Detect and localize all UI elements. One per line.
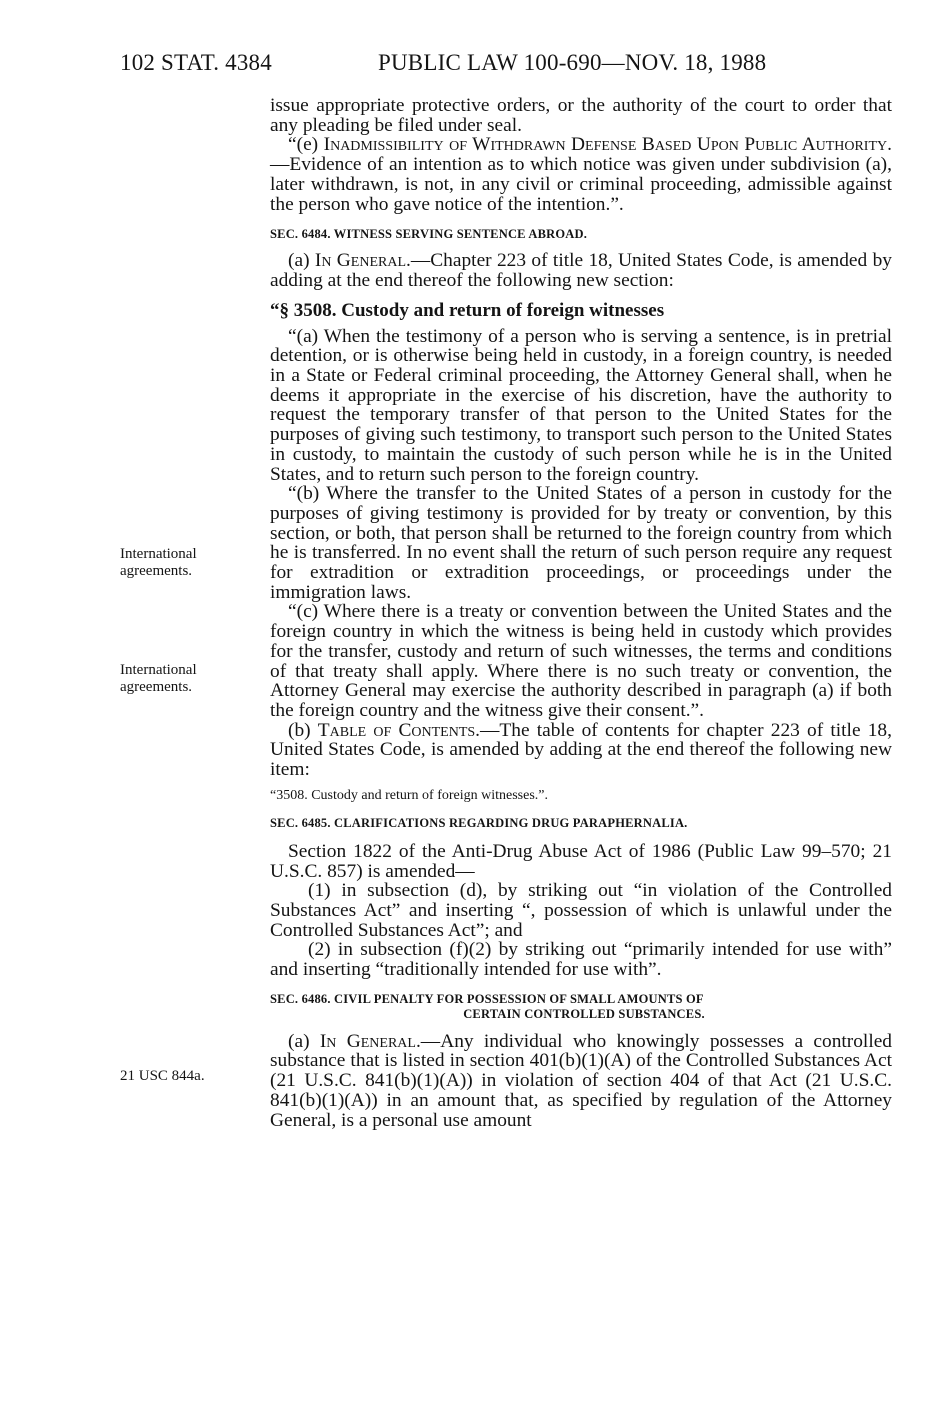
subsection-text: .—The table of contents for chapter 223 of title 18, United States Code, is amended by adding at the end thereof the following new item: [270, 719, 892, 781]
subsection-heading: Inadmissibility of Withdrawn Defense Based Upon Public Authority [323, 134, 888, 156]
section-6485-heading: SEC. 6485. CLARIFICATIONS REGARDING DRUG PARAPHERNALIA. [270, 815, 688, 830]
stat-page-number: 102 STAT. 4384 [120, 50, 272, 75]
subsection-heading: In General [314, 250, 407, 272]
subsection-open: (a) [288, 250, 315, 272]
toc-item: “3508. Custody and return of foreign witnesses.”. [270, 787, 548, 803]
paragraph-subsection-e [270, 135, 892, 214]
section-6486-line1: SEC. 6486. CIVIL PENALTY FOR POSSESSION OF SMALL AMOUNTS OF [270, 991, 704, 1006]
section-6484-heading: SEC. 6484. WITNESS SERVING SENTENCE ABROAD. [270, 227, 588, 242]
margin-note-line: International [120, 546, 197, 562]
section-6486-heading [270, 992, 892, 1022]
margin-note-line: agreements. [120, 563, 193, 579]
paragraph-3508-b: “(b) Where the transfer to the United States of a person in custody for the purposes of giving testimony is provided for by treaty or convention, by this section, or both, that person shall be returned to the foreign country from which he is transferred. In no event shall the return of such person require any request for extradition or extradition proceedings, or proceedings under the immigration laws. [270, 483, 892, 603]
paragraph-6484-a [270, 251, 892, 290]
paragraph-6486-a [270, 1032, 892, 1131]
section-3508-heading: “§ 3508. Custody and return of foreign witnesses [270, 299, 665, 321]
paragraph-6485-2: (2) in subsection (f)(2) by striking out “primarily intended for use with” and inserting “traditionally intended for use with”. [270, 939, 892, 981]
subsection-text: .—Chapter 223 of title 18, United States Code, is amended by adding at the end thereof the following new section: [270, 250, 892, 291]
paragraph-6485-intro: Section 1822 of the Anti-Drug Abuse Act of 1986 (Public Law 99–570; 21 U.S.C. 857) is amended— [270, 840, 892, 882]
body-text [270, 96, 892, 1130]
subsection-open: (a) [288, 1030, 320, 1052]
margin-note-line: agreements. [120, 679, 193, 695]
paragraph-3508-c: “(c) Where there is a treaty or convention between the United States and the foreign country in which the witness is being held in custody which provides for the transfer, custody and return of such witnesses, the terms and conditions of that treaty shall apply. Where there is no such treaty or convention, the Attorney General may exercise the authority described in paragraph (a) if both the foreign country and the witness give their consent.”. [270, 601, 892, 721]
subsection-heading: Table of Contents [317, 719, 476, 741]
margin-note-usc: 21 USC 844a. [120, 1068, 205, 1084]
subsection-text: .—Any individual who knowingly possesses a controlled substance that is listed in section 401(b)(1)(A) of the Controlled Substances Act (21 U.S.C. 841(b)(1)(A)) in violation of section 404 of that Act (21 U.S.C. 841(b)(1)(A)) in an amount that, as specified by regulation of the Attorney General, is a personal use amount [270, 1030, 893, 1131]
paragraph-6485-1: (1) in subsection (d), by striking out “in violation of the Controlled Substances Act” and inserting “, possession of which is unlawful under the Controlled Substances Act”; and [270, 880, 892, 941]
running-head: PUBLIC LAW 100-690—NOV. 18, 1988 [378, 50, 767, 75]
subsection-open: (b) [288, 719, 318, 741]
subsection-text: .—Evidence of an intention as to which notice was given under subdivision (a), later withdrawn, is not, in any civil or criminal proceeding, admissible against the person who gave notice of the intention.”. [270, 134, 892, 215]
paragraph-3508-a: “(a) When the testimony of a person who is serving a sentence, is in pretrial detention, or is otherwise being held in custody, in a foreign country, is needed in a State or Federal criminal proceeding, the Attorney General shall, when he deems it appropriate in the exercise of his discretion, have the authority to request the temporary transfer of that person to the United States for the purposes of giving such testimony, to transport such person to the United States in custody, to maintain the custody of such person while he is in the United States, and to return such person to the foreign country. [270, 325, 892, 485]
subsection-heading: In General [319, 1030, 416, 1052]
margin-note-international-2 [120, 662, 250, 696]
subsection-open: “(e) [288, 134, 324, 156]
margin-note-line: International [120, 662, 197, 678]
section-6486-line2: CERTAIN CONTROLLED SUBSTANCES. [463, 1006, 705, 1021]
paragraph-protective-orders: issue appropriate protective orders, or the authority of the court to order that any pleading be filed under seal. [270, 95, 892, 136]
margin-note-international-1 [120, 546, 250, 580]
paragraph-table-of-contents [270, 721, 892, 780]
